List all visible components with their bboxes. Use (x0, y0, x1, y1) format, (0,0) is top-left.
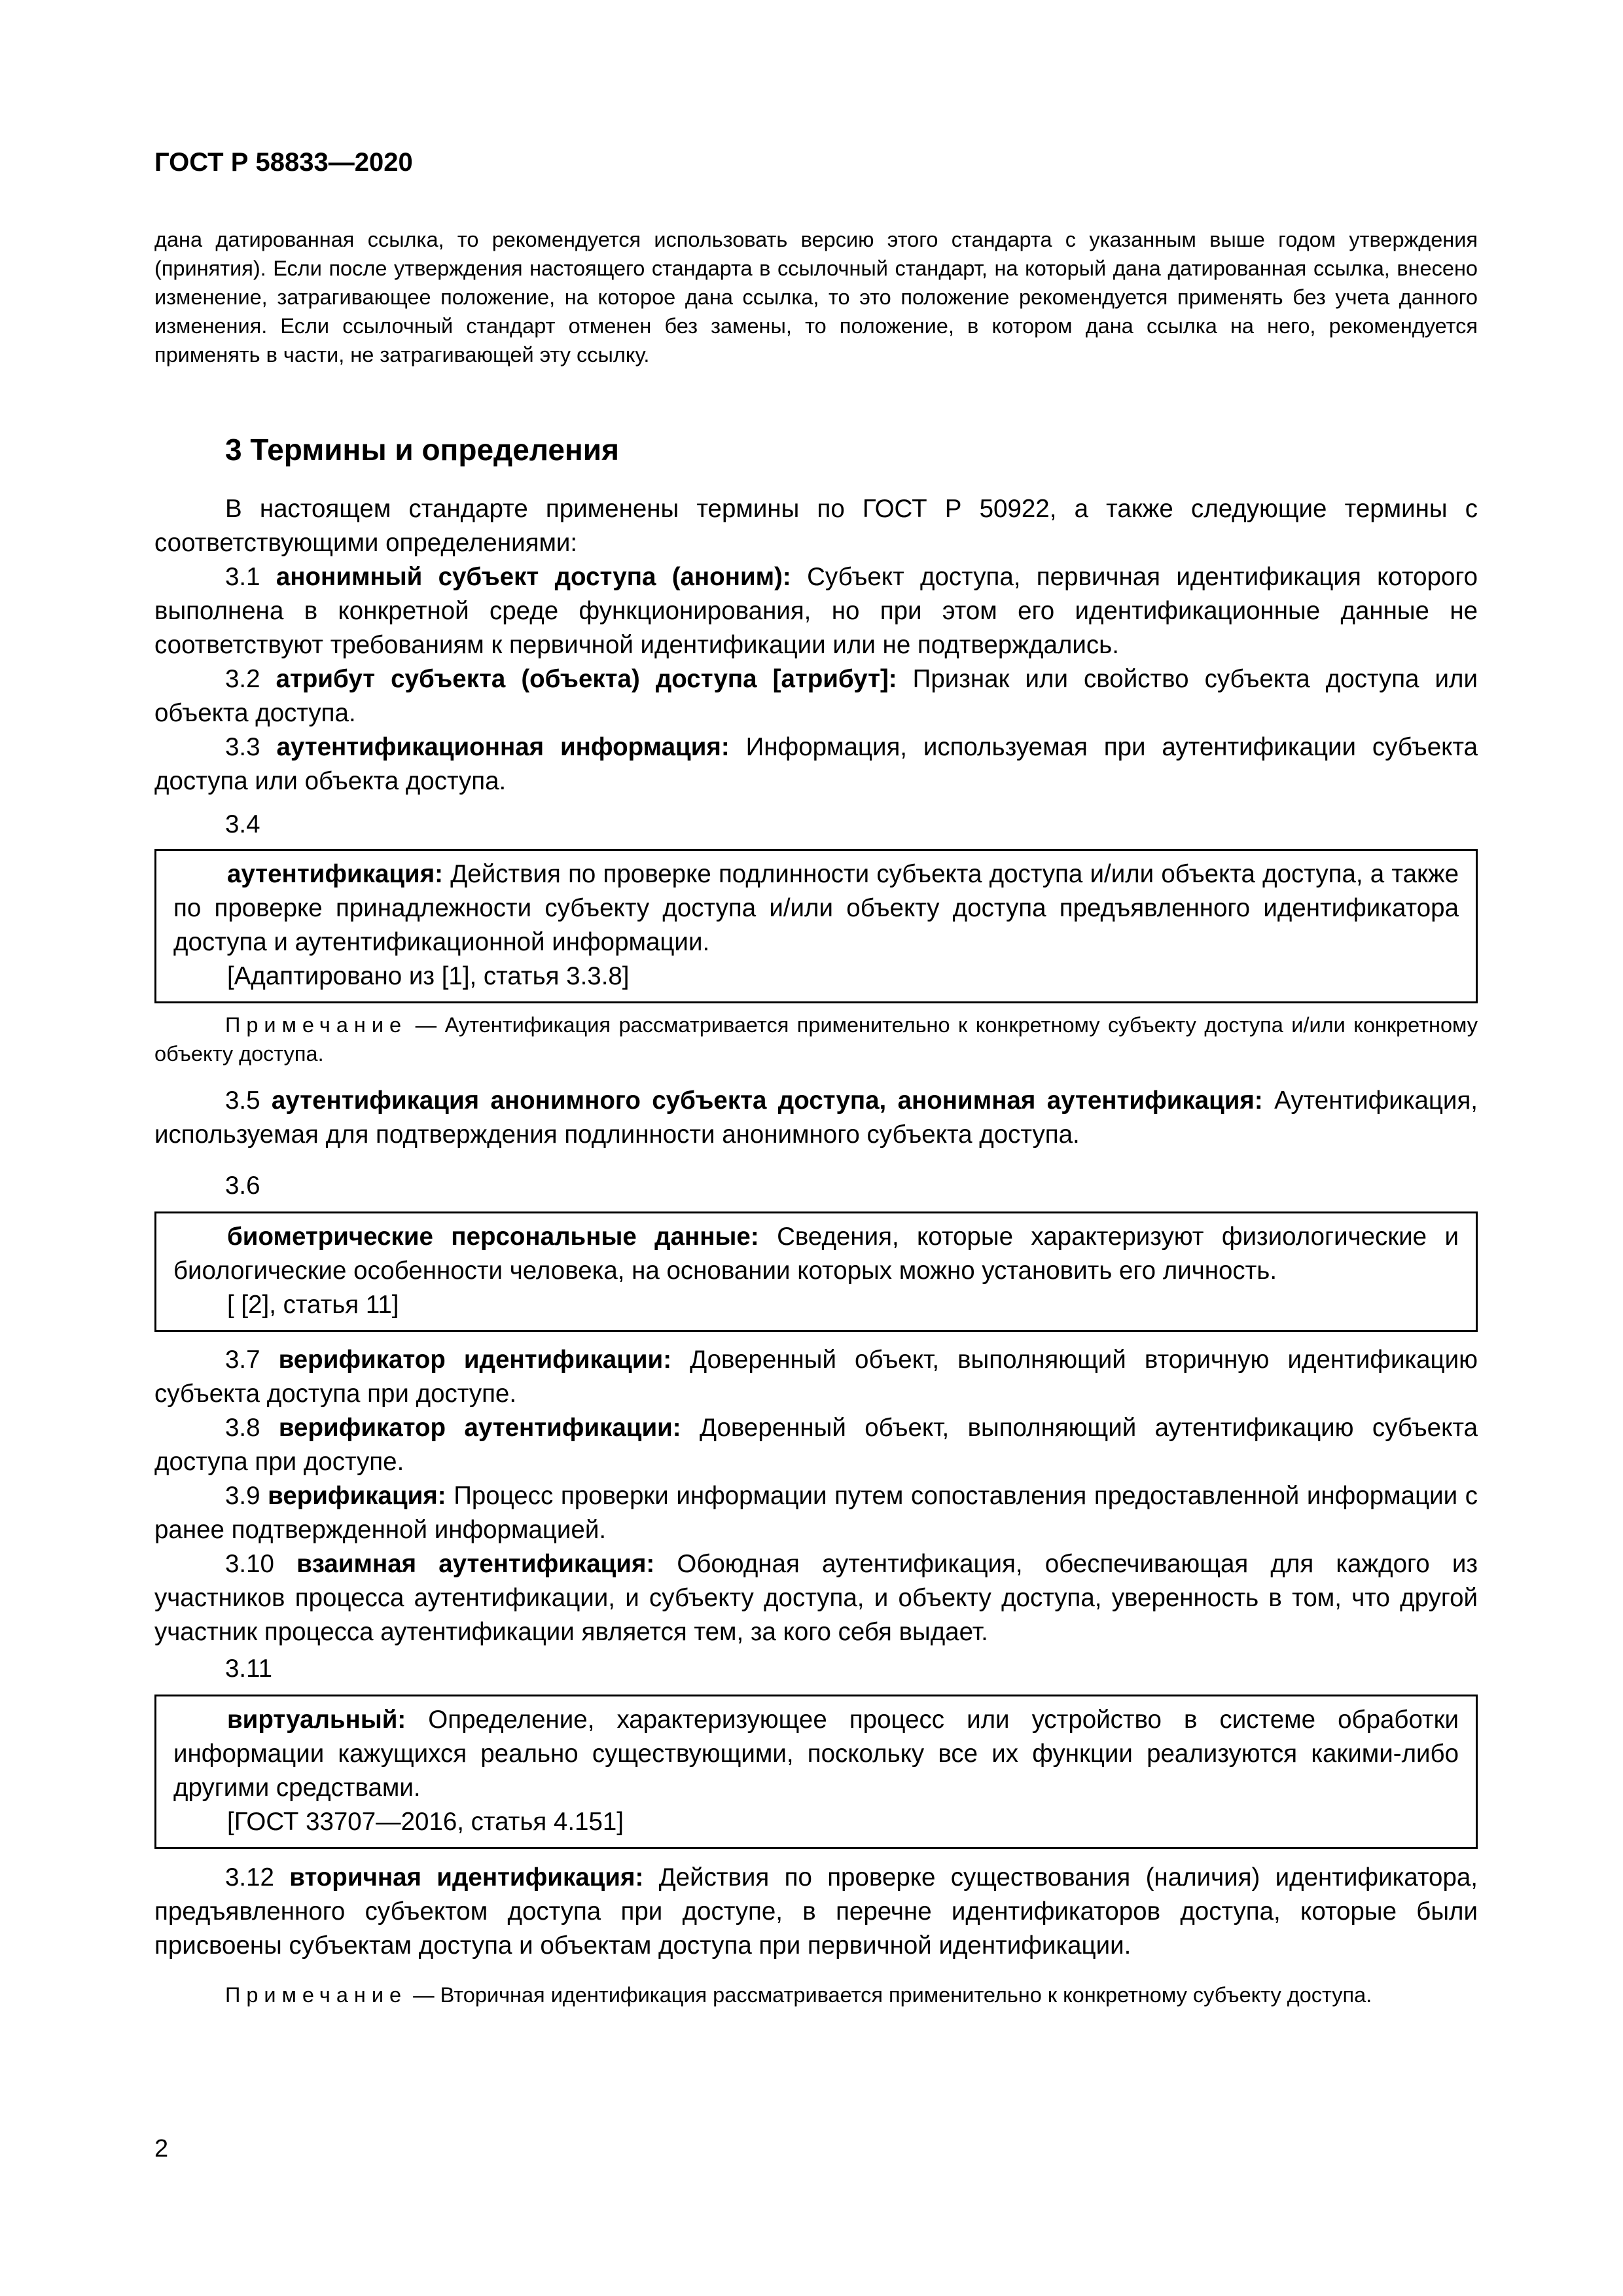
term-number: 3.10 (225, 1550, 274, 1578)
term-name: атрибут субъекта (объекта) доступа [атрибут]: (276, 665, 897, 693)
term-3-8 (154, 1411, 1478, 1479)
note-text: — Аутентификация рассматривается применительно к конкретному субъекту доступа и/или конкретному объекту доступа. (154, 1013, 1478, 1066)
term-definition: Действия по проверке подлинности субъекта доступа и/или объекта доступа, а также по проверке принадлежности субъекту доступа и/или объекту доступа предъявленного идентификатора доступа и аутентификационной информации. (173, 860, 1459, 956)
term-number: 3.3 (225, 733, 260, 761)
term-number-3-11: 3.11 (225, 1655, 273, 1683)
term-definition: Определение, характеризующее процесс или устройство в системе обработки информации кажущихся реально существующими, поскольку все их функции реализуются какими-либо другими средствами. (173, 1706, 1459, 1802)
term-3-1 (154, 560, 1478, 662)
term-definition: Доверенный объект, выполняющий аутентификацию субъекта доступа при доступе. (154, 1414, 1478, 1476)
term-number: 3.5 (225, 1086, 260, 1115)
term-number: 3.1 (225, 563, 260, 591)
term-number: 3.7 (225, 1346, 260, 1374)
term-name: виртуальный: (227, 1706, 406, 1734)
terms-block-1 (154, 492, 1478, 798)
section-title: 3 Термины и определения (225, 433, 619, 467)
note-2 (154, 1981, 1478, 2009)
note-1 (154, 1011, 1478, 1068)
term-3-2 (154, 662, 1478, 730)
term-definition: Обоюдная аутентификация, обеспечивающая для каждого из участников процесса аутентификации, и субъекту доступа, и объекту доступа, уверенность в том, что другой участник процесса аутентификации является тем, за кого себя выдает. (154, 1550, 1478, 1646)
page-number: 2 (154, 2135, 169, 2162)
term-definition: Аутентификация, используемая для подтверждения подлинности анонимного субъекта доступа. (154, 1086, 1478, 1149)
intro-paragraph: В настоящем стандарте применены термины по ГОСТ Р 50922, а также следующие термины с соответствующими определениями: (154, 495, 1478, 557)
term-box-3-11 (154, 1695, 1478, 1849)
term-definition: Информация, используемая при аутентификации субъекта доступа или объекта доступа. (154, 733, 1478, 795)
note-label: Примечание (225, 1013, 408, 1037)
term-definition: Действия по проверке существования (наличия) идентификатора, предъявленного субъектом доступа при доступе, в перечне идентификаторов доступа, которые были присвоены субъектам доступа и объектам доступа при первичной идентификации. (154, 1863, 1478, 1960)
term-number-3-6: 3.6 (225, 1172, 260, 1200)
term-number: 3.9 (225, 1482, 260, 1510)
term-box-3-6 (154, 1211, 1478, 1332)
term-definition: Процесс проверки информации путем сопоставления предоставленной информации с ранее подтвержденной информацией. (154, 1482, 1478, 1544)
term-name: анонимный субъект доступа (аноним): (276, 563, 791, 591)
term-3-5 (154, 1084, 1478, 1152)
term-definition: Сведения, которые характеризуют физиологические и биологические особенности человека, на основании которых можно установить его личность. (173, 1223, 1459, 1285)
terms-block-4 (154, 1861, 1478, 1963)
term-definition: Доверенный объект, выполняющий вторичную идентификацию субъекта доступа при доступе. (154, 1346, 1478, 1408)
note-text: — Вторичная идентификация рассматривается применительно к конкретному субъекту доступа. (407, 1983, 1372, 2007)
term-name: биометрические персональные данные: (227, 1223, 759, 1251)
term-name: аутентификация: (227, 860, 443, 888)
term-name: взаимная аутентификация: (296, 1550, 655, 1578)
term-source: [ [2], статья 11] (227, 1291, 399, 1319)
term-name: верификация: (268, 1482, 446, 1510)
term-number: 3.8 (225, 1414, 260, 1442)
term-3-9 (154, 1479, 1478, 1547)
term-name: аутентификация анонимного субъекта доступа, анонимная аутентификация: (271, 1086, 1263, 1115)
term-source: [Адаптировано из [1], статья 3.3.8] (227, 962, 630, 990)
term-definition: Признак или свойство субъекта доступа или объекта доступа. (154, 665, 1478, 727)
term-number: 3.12 (225, 1863, 274, 1892)
continued-paragraph: дана датированная ссылка, то рекомендуется использовать версию этого стандарта с указанным выше годом утверждения (принятия). Если после утверждения настоящего стандарта в ссылочный стандарт, на который дана датированная ссылка, внесено изменение, затрагивающее положение, на которое дана ссылка, то это положение рекомендуется применять без учета данного изменения. Если ссылочный стандарт отменен без замены, то положение, в котором дана ссылка на него, рекомендуется применять в части, не затрагивающей эту ссылку. (154, 228, 1478, 367)
term-source: [ГОСТ 33707—2016, статья 4.151] (227, 1808, 624, 1836)
term-number: 3.2 (225, 665, 260, 693)
document-header: ГОСТ Р 58833—2020 (154, 148, 413, 177)
term-3-12 (154, 1861, 1478, 1963)
term-3-10 (154, 1547, 1478, 1649)
term-box-3-4 (154, 849, 1478, 1003)
term-name: верификатор идентификации: (278, 1346, 672, 1374)
terms-block-3 (154, 1343, 1478, 1649)
term-number-3-4: 3.4 (225, 810, 260, 838)
note-label: Примечание (225, 1983, 408, 2007)
terms-block-2 (154, 1084, 1478, 1152)
term-name: верификатор аутентификации: (278, 1414, 681, 1442)
term-name: аутентификационная информация: (276, 733, 730, 761)
term-3-3 (154, 730, 1478, 798)
term-definition: Субъект доступа, первичная идентификация которого выполнена в конкретной среде функционирования, но при этом его идентификационные данные не соответствуют требованиям к первичной идентификации или не подтверждались. (154, 563, 1478, 659)
term-name: вторичная идентификация: (289, 1863, 644, 1892)
term-3-7 (154, 1343, 1478, 1411)
